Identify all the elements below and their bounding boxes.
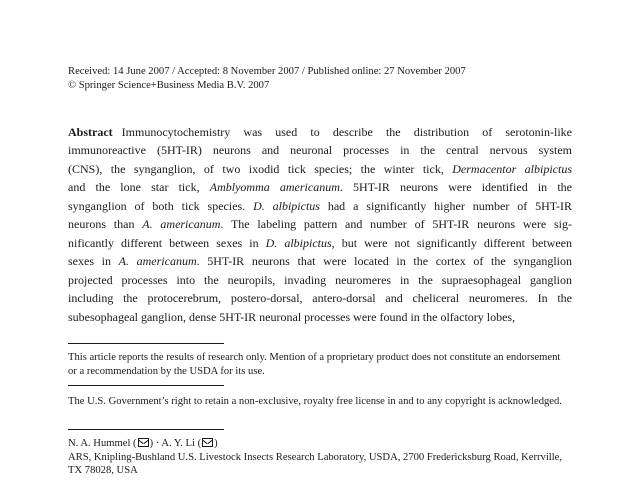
abstract-line xyxy=(68,215,572,233)
copyright-license-note: The U.S. Government’s right to retain a non-exclusive, royalty free license in and to any copyright is acknowledged. xyxy=(68,396,562,407)
abstract-text: . The labeling pattern and number of 5HT-IR neurons were sig- xyxy=(220,217,572,232)
envelope-icon[interactable] xyxy=(138,438,149,447)
abstract-text: synganglion of both tick species. xyxy=(68,198,254,213)
abstract-line xyxy=(68,308,572,326)
abstract-line xyxy=(68,271,572,289)
abstract-text: . 5HT-IR neurons that were located in the cortex of the synganglion xyxy=(196,254,573,269)
abstract-text: and the lone star tick, xyxy=(68,180,210,195)
abstract-body xyxy=(68,123,572,326)
usda-disclaimer: This article reports the results of research only. Mention of a proprietary product does not constitute an endorsement or a recommendation by the USDA for its use. xyxy=(68,352,561,377)
footnote-divider xyxy=(68,429,224,430)
abstract-text: , but were not significantly different between xyxy=(331,235,572,250)
species-name: Amblyomma americanum xyxy=(209,180,340,195)
species-name: D. albipictus xyxy=(265,235,332,250)
species-name: A. americanum xyxy=(118,254,197,269)
abstract-line xyxy=(68,178,572,196)
abstract-line xyxy=(68,141,572,159)
abstract-text: projected processes into the neuropils, invading neuromeres in the supraesophageal ganglion xyxy=(68,272,572,287)
species-name: D. albipictus xyxy=(253,198,320,213)
author-separator: · xyxy=(155,438,160,449)
abstract-line xyxy=(68,160,572,178)
abstract-text: neurons than xyxy=(68,217,143,232)
abstract-text: had a significantly higher number of 5HT-IR xyxy=(319,198,573,213)
abstract-text: immunoreactive (5HT-IR) neurons and neuronal processes in the central nervous system xyxy=(68,143,572,158)
affiliation-address: ARS, Knipling-Bushland U.S. Livestock Insects Research Laboratory, USDA, 2700 Fredericksburg Road, Kerrville, TX 78028, USA xyxy=(68,451,562,477)
abstract-line xyxy=(68,289,572,307)
envelope-icon[interactable] xyxy=(202,438,213,447)
abstract-line xyxy=(68,252,572,270)
abstract-text: Immunocytochemistry was used to describe the distribution of serotonin-like xyxy=(121,125,572,139)
abstract-text: including the protocerebrum, postero-dorsal, antero-dorsal and cheliceral neuromeres. In the xyxy=(68,291,572,306)
species-name: Dermacentor albipictus xyxy=(452,161,572,176)
abstract-text: subesophageal ganglion, dense 5HT-IR neuronal processes were found in the olfactory lobes, xyxy=(68,309,516,324)
author-affiliation: N. A. Hummel ( ) · A. Y. Li ( ) ARS, Knipling-Bushland U.S. Livestock Insects Research Laboratory, USDA, 2700 Fredericksburg Road, Kerrville, TX 78028, USA xyxy=(68,438,562,477)
author-name: N. A. Hummel xyxy=(68,438,131,449)
abstract-text: . 5HT-IR neurons were identified in the xyxy=(339,180,572,195)
abstract-text: (CNS), the synganglion, of two ixodid tick species; the winter tick, xyxy=(68,161,453,176)
author-name: A. Y. Li xyxy=(161,438,195,449)
copyright-line: © Springer Science+Business Media B.V. 2007 xyxy=(68,80,270,91)
publication-dates: Received: 14 June 2007 / Accepted: 8 November 2007 / Published online: 27 November 2007 xyxy=(68,66,466,77)
abstract-text: sexes in xyxy=(68,254,119,269)
species-name: A. americanum xyxy=(142,217,221,232)
abstract-text: nificantly different between sexes in xyxy=(68,235,266,250)
footnote-divider xyxy=(68,343,224,344)
abstract-line xyxy=(68,234,572,252)
abstract-line xyxy=(68,123,572,141)
abstract-line xyxy=(68,197,572,215)
abstract-heading: Abstract xyxy=(68,125,113,139)
footnote-divider xyxy=(68,385,224,386)
